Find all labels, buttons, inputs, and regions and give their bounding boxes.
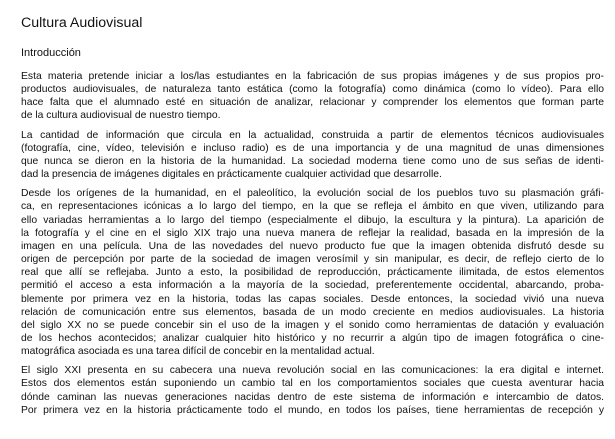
text-line: real que allí se reflejaba. Junto a esto, la posibilidad de reproducción, prácticamente ilimitada, de estos elementos [21, 267, 604, 279]
text-line: origen de percepción por parte de la sociedad de imagen verosímil y sin manipular, es decir, de reflejo cierto de lo [21, 254, 604, 266]
section-heading: Introducción [21, 47, 81, 59]
text-line: del siglo XX no se puede concebir sin el uso de la imagen y el sonido como herramientas de datación y evaluación [21, 319, 604, 331]
text-line: dónde caminan las nuevas generaciones nacidas dentro de este sistema de información e intercambio de datos. [21, 391, 604, 403]
text-line: productos audiovisuales, de naturaleza tanto estática (como la fotografía) como dinámica (como lo vídeo). Para ello [21, 84, 604, 96]
paragraph-3 [21, 187, 604, 358]
text-line: El siglo XXI presenta en su cabecera una nueva revolución social en las comunicaciones: la era digital e internet. [21, 365, 604, 377]
text-line: dad la presencia de imágenes digitales en prácticamente cualquier actividad que desarrolle. [21, 169, 442, 181]
text-line: imagen en una película. Una de las novedades del nuevo producto fue que la imagen obtenida disfrutó desde su [21, 240, 604, 252]
text-line: ca, en representaciones icónicas a lo largo del tiempo, en la que se refleja el ámbito en que viven, utilizando para [21, 201, 604, 213]
text-line: relación de comunicación entre sus elementos, basada de un modo creciente en medios audiovisuales. La historia [21, 306, 604, 318]
text-line: (fotografía, cine, vídeo, televisión e incluso radio) es de una importancia y de una magnitud de unas dimensiones [21, 142, 604, 154]
text-line: La cantidad de información que circula en la actualidad, construida a partir de elementos técnicos audiovisuales [21, 129, 604, 141]
text-line: permitió el acceso a esta información a la mayoría de la sociedad, preferentemente occidental, abarcando, proba- [21, 280, 604, 292]
text-line: de los hechos acontecidos; analizar cualquier hito histórico y no recurrir a algún tipo de imagen fotográfica o cine- [21, 332, 604, 344]
document-title: Cultura Audiovisual [21, 15, 143, 31]
text-line: Por primera vez en la historia prácticamente todo el mundo, en todos los países, tiene herramientas de recepción y [21, 404, 604, 416]
text-line: hace falta que el alumnado esté en situación de analizar, relacionar y comprender los elementos que forman parte [21, 97, 604, 109]
document-body [21, 70, 604, 423]
text-line: que nunca se dieron en la historia de la humanidad. La sociedad moderna tiene como uno de sus señas de identi- [21, 155, 604, 167]
text-line: la fotografía y el cine en el siglo XIX trajo una nueva manera de reflejar la realidad, basada en la impresión de la [21, 227, 604, 239]
text-line: Estos dos elementos están suponiendo un cambio tal en los comportamientos sociales que cuesta aventurar hacia [21, 378, 604, 390]
text-line: de la cultura audiovisual de nuestro tiempo. [21, 110, 221, 122]
text-line: blemente por primera vez en la historia, todas las capas sociales. Desde entonces, la sociedad vivió una nueva [21, 293, 604, 305]
paragraph-1 [21, 70, 604, 123]
text-line: Esta materia pretende iniciar a los/las estudiantes en la fabricación de sus propias imágenes y de sus propios pro- [21, 71, 604, 82]
paragraph-4 [21, 364, 604, 417]
paragraph-2 [21, 129, 604, 182]
text-line: ello variadas herramientas a lo largo del tiempo (especialmente el dibujo, la escultura y la pintura). La aparición de [21, 214, 604, 226]
text-line: matográfica asociada es una tarea difícil de concebir en la mentalidad actual. [21, 346, 375, 358]
text-line: Desde los orígenes de la humanidad, en el paleolítico, la evolución social de los pueblos tuvo su plasmación gráfi- [21, 188, 604, 200]
